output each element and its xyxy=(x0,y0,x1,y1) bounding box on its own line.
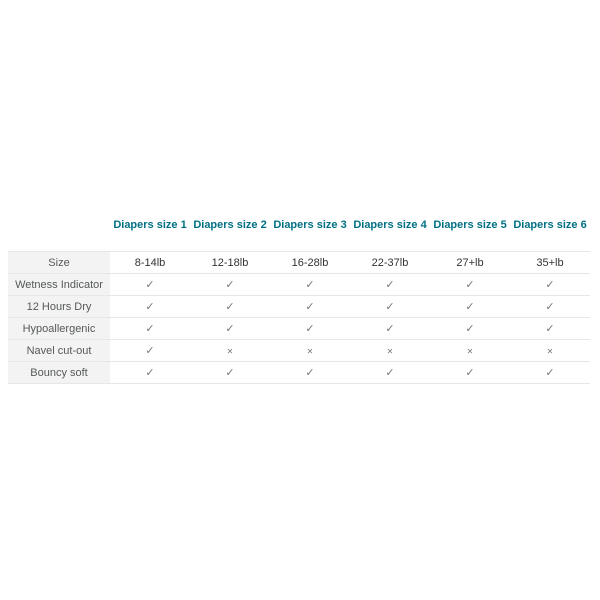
table-row-size xyxy=(8,252,590,274)
check-icon: ✓ xyxy=(145,366,155,379)
cell-navel-5 xyxy=(430,340,510,362)
check-icon: ✓ xyxy=(145,344,155,357)
column-link-diapers-size-5[interactable]: Diapers size 5 xyxy=(433,219,507,231)
cell-dry-3 xyxy=(270,296,350,318)
table-row-12-hours-dry xyxy=(8,296,590,318)
cross-icon: ✕ xyxy=(466,346,474,356)
check-icon: ✓ xyxy=(145,278,155,291)
check-icon: ✓ xyxy=(385,322,395,335)
cell-hypo-4 xyxy=(350,318,430,340)
cell-dry-5 xyxy=(430,296,510,318)
size-value: 8-14lb xyxy=(134,256,166,269)
cell-navel-6 xyxy=(510,340,590,362)
cell-wetness-5 xyxy=(430,274,510,296)
column-header-diapers-size-5 xyxy=(430,219,510,252)
row-label-wetness-indicator: Wetness Indicator xyxy=(8,274,110,296)
cell-dry-1 xyxy=(110,296,190,318)
cell-size-6 xyxy=(510,252,590,274)
cell-size-1 xyxy=(110,252,190,274)
size-value: 22-37lb xyxy=(371,256,409,269)
check-icon: ✓ xyxy=(545,278,555,291)
column-link-diapers-size-6[interactable]: Diapers size 6 xyxy=(513,219,587,231)
cell-navel-1 xyxy=(110,340,190,362)
check-icon: ✓ xyxy=(385,300,395,313)
column-header-diapers-size-2 xyxy=(190,219,270,252)
table-row-bouncy-soft xyxy=(8,362,590,384)
check-icon: ✓ xyxy=(385,366,395,379)
column-link-diapers-size-1[interactable]: Diapers size 1 xyxy=(113,219,187,231)
check-icon: ✓ xyxy=(305,322,315,335)
size-value: 35+lb xyxy=(536,256,564,269)
cell-wetness-3 xyxy=(270,274,350,296)
table-header-row xyxy=(8,219,590,252)
cell-wetness-1 xyxy=(110,274,190,296)
product-comparison-section xyxy=(8,219,590,384)
cell-dry-2 xyxy=(190,296,270,318)
check-icon: ✓ xyxy=(465,322,475,335)
cell-bouncy-2 xyxy=(190,362,270,384)
row-label-size: Size xyxy=(8,252,110,274)
cell-bouncy-1 xyxy=(110,362,190,384)
check-icon: ✓ xyxy=(545,366,555,379)
column-header-diapers-size-6 xyxy=(510,219,590,252)
check-icon: ✓ xyxy=(465,300,475,313)
cross-icon: ✕ xyxy=(226,346,234,356)
cell-hypo-2 xyxy=(190,318,270,340)
cell-bouncy-6 xyxy=(510,362,590,384)
cell-bouncy-4 xyxy=(350,362,430,384)
column-link-diapers-size-2[interactable]: Diapers size 2 xyxy=(193,219,267,231)
cell-hypo-6 xyxy=(510,318,590,340)
header-corner-cell xyxy=(8,219,110,252)
cross-icon: ✕ xyxy=(386,346,394,356)
cell-wetness-2 xyxy=(190,274,270,296)
cell-size-5 xyxy=(430,252,510,274)
check-icon: ✓ xyxy=(225,278,235,291)
check-icon: ✓ xyxy=(545,322,555,335)
cross-icon: ✕ xyxy=(306,346,314,356)
check-icon: ✓ xyxy=(305,300,315,313)
check-icon: ✓ xyxy=(225,300,235,313)
cell-wetness-6 xyxy=(510,274,590,296)
cell-navel-4 xyxy=(350,340,430,362)
check-icon: ✓ xyxy=(145,300,155,313)
check-icon: ✓ xyxy=(225,322,235,335)
cell-hypo-1 xyxy=(110,318,190,340)
check-icon: ✓ xyxy=(305,366,315,379)
check-icon: ✓ xyxy=(305,278,315,291)
check-icon: ✓ xyxy=(545,300,555,313)
row-label-bouncy-soft: Bouncy soft xyxy=(8,362,110,384)
cell-size-3 xyxy=(270,252,350,274)
cross-icon: ✕ xyxy=(546,346,554,356)
cell-hypo-3 xyxy=(270,318,350,340)
column-link-diapers-size-4[interactable]: Diapers size 4 xyxy=(353,219,427,231)
row-label-navel-cut-out: Navel cut-out xyxy=(8,340,110,362)
column-header-diapers-size-3 xyxy=(270,219,350,252)
size-value: 16-28lb xyxy=(291,256,329,269)
cell-navel-3 xyxy=(270,340,350,362)
cell-dry-4 xyxy=(350,296,430,318)
table-row-wetness-indicator xyxy=(8,274,590,296)
cell-bouncy-3 xyxy=(270,362,350,384)
cell-dry-6 xyxy=(510,296,590,318)
cell-size-4 xyxy=(350,252,430,274)
column-header-diapers-size-4 xyxy=(350,219,430,252)
check-icon: ✓ xyxy=(465,278,475,291)
cell-navel-2 xyxy=(190,340,270,362)
cell-wetness-4 xyxy=(350,274,430,296)
comparison-table xyxy=(8,219,590,384)
check-icon: ✓ xyxy=(385,278,395,291)
table-row-hypoallergenic xyxy=(8,318,590,340)
size-value: 12-18lb xyxy=(211,256,249,269)
check-icon: ✓ xyxy=(465,366,475,379)
check-icon: ✓ xyxy=(225,366,235,379)
row-label-hypoallergenic: Hypoallergenic xyxy=(8,318,110,340)
cell-hypo-5 xyxy=(430,318,510,340)
cell-bouncy-5 xyxy=(430,362,510,384)
table-row-navel-cut-out xyxy=(8,340,590,362)
cell-size-2 xyxy=(190,252,270,274)
column-header-diapers-size-1 xyxy=(110,219,190,252)
check-icon: ✓ xyxy=(145,322,155,335)
row-label-12-hours-dry: 12 Hours Dry xyxy=(8,296,110,318)
column-link-diapers-size-3[interactable]: Diapers size 3 xyxy=(273,219,347,231)
size-value: 27+lb xyxy=(456,256,484,269)
